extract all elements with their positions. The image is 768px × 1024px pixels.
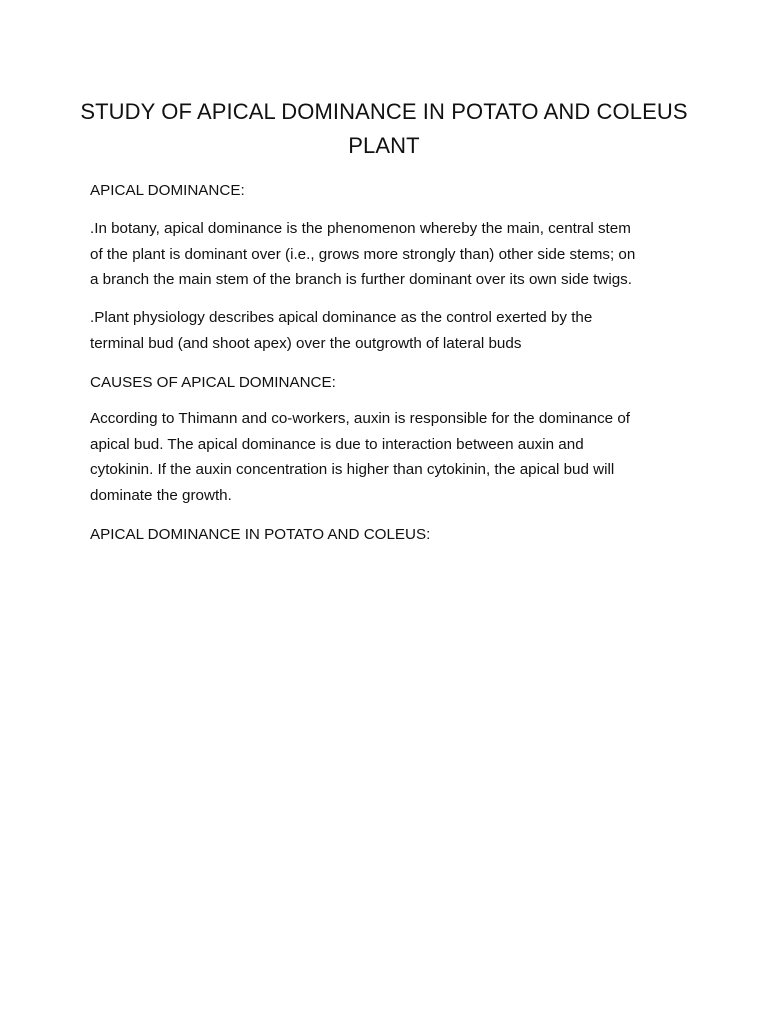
paragraph-line: According to Thimann and co-workers, auxin is responsible for the dominance of xyxy=(90,410,631,427)
heading-potato-coleus: APICAL DOMINANCE IN POTATO AND COLEUS: xyxy=(90,526,431,543)
paragraph-line: apical bud. The apical dominance is due to interaction between auxin and xyxy=(90,435,584,453)
heading-causes: CAUSES OF APICAL DOMINANCE: xyxy=(90,374,336,391)
document-title xyxy=(60,95,708,163)
paragraph-line: dominate the growth. xyxy=(90,486,232,504)
paragraph-line: a branch the main stem of the branch is further dominant over its own side twigs. xyxy=(90,271,632,288)
paragraph-definition xyxy=(90,216,690,293)
paragraph-line: cytokinin. If the auxin concentration is higher than cytokinin, the apical bud will xyxy=(90,461,615,478)
title-line: STUDY OF APICAL DOMINANCE IN POTATO AND COLEUS xyxy=(80,99,688,124)
paragraph-line: of the plant is dominant over (i.e., grows more strongly than) other side stems; on xyxy=(90,245,636,263)
title-line: PLANT xyxy=(348,133,420,158)
paragraph-physiology xyxy=(90,305,690,356)
paragraph-line: .Plant physiology describes apical dominance as the control exerted by the xyxy=(90,309,593,326)
paragraph-causes xyxy=(90,406,690,508)
paragraph-line: terminal bud (and shoot apex) over the outgrowth of lateral buds xyxy=(90,334,522,352)
heading-apical-dominance: APICAL DOMINANCE: xyxy=(90,182,245,199)
paragraph-line: .In botany, apical dominance is the phenomenon whereby the main, central stem xyxy=(90,220,631,237)
